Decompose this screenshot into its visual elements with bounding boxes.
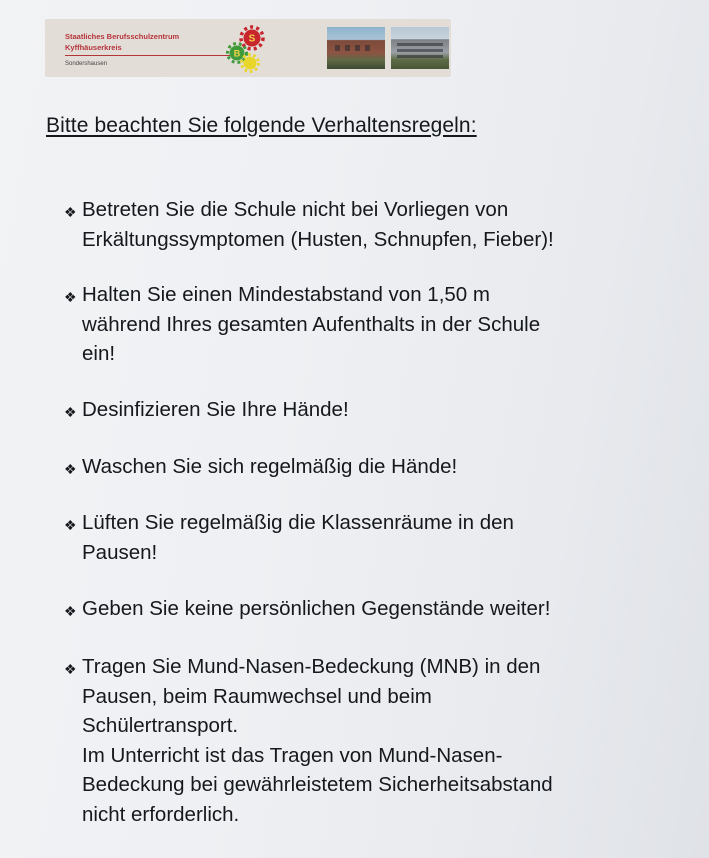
rule-item (64, 508, 514, 567)
school-building-photo-1 (327, 27, 385, 69)
rule-line: Tragen Sie Mund-Nasen-Bedeckung (MNB) in den (82, 655, 541, 678)
rule-line: Lüften Sie regelmäßig die Klassenräume in den (82, 511, 514, 534)
rule-line: Halten Sie einen Mindestabstand von 1,50 m (82, 283, 490, 306)
diamond-bullet-icon: ❖ (64, 461, 77, 477)
school-name-line-1: Staatliches Berufsschulzentrum (65, 32, 180, 41)
rule-line: Betreten Sie die Schule nicht bei Vorliegen von (82, 198, 509, 221)
rule-line: Erkältungssymptomen (Husten, Schnupfen, Fieber)! (82, 227, 554, 251)
rule-line: während Ihres gesamten Aufenthalts in der Schule (82, 312, 541, 336)
rule-line: Schülertransport. (82, 714, 239, 737)
rule-line: Pausen, beim Raumwechsel und beim (82, 684, 432, 708)
logo-letter-b: B (233, 48, 241, 59)
logo-letter-s: S (248, 33, 256, 45)
page-heading: Bitte beachten Sie folgende Verhaltensregeln: (46, 114, 477, 137)
rule-item (64, 594, 551, 624)
rule-item (64, 452, 458, 482)
diamond-bullet-icon: ❖ (64, 603, 77, 619)
school-name (65, 31, 233, 70)
rule-line: Desinfizieren Sie Ihre Hände! (82, 398, 349, 421)
diamond-bullet-icon: ❖ (64, 204, 77, 220)
header-divider (65, 55, 233, 56)
school-name-line-2: Kyffhäuserkreis (65, 43, 122, 52)
school-city: Sondershausen (65, 61, 108, 67)
diamond-bullet-icon: ❖ (64, 404, 77, 420)
diamond-bullet-icon: ❖ (64, 289, 77, 305)
rule-line: Waschen Sie sich regelmäßig die Hände! (82, 455, 458, 478)
rule-line: Pausen! (82, 540, 158, 564)
school-building-photo-2 (391, 27, 449, 69)
rule-item (64, 280, 541, 369)
rule-line: ein! (82, 342, 116, 365)
rule-item (64, 652, 553, 829)
diamond-bullet-icon: ❖ (64, 661, 77, 677)
diamond-bullet-icon: ❖ (64, 517, 77, 533)
rule-line: Bedeckung bei gewährleistetem Sicherheitsabstand (82, 773, 553, 796)
rule-item (64, 395, 349, 425)
yellow-gear-icon (242, 55, 259, 72)
rule-line: Geben Sie keine persönlichen Gegenstände weiter! (82, 597, 551, 620)
red-gear-icon (241, 27, 263, 49)
rule-line: Im Unterricht ist das Tragen von Mund-Nasen- (82, 743, 503, 767)
rule-line: nicht erforderlich. (82, 802, 240, 826)
rule-item (64, 195, 554, 254)
school-header (45, 19, 451, 77)
school-logo-gears (225, 25, 265, 73)
